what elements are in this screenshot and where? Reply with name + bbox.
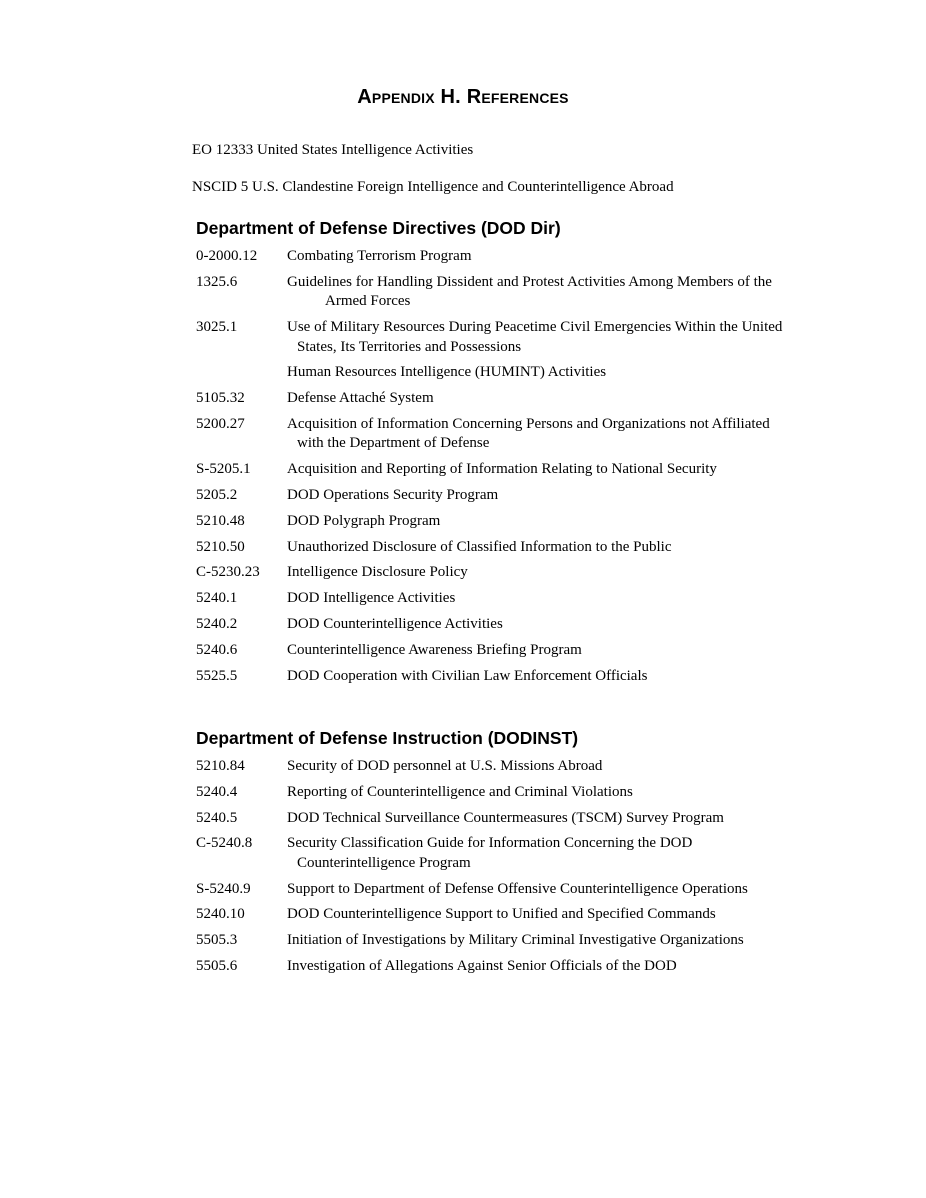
list-item [196, 931, 796, 951]
list-item [196, 415, 796, 454]
reference-code: 5205.2 [196, 487, 238, 504]
reference-title: DOD Operations Security Program [287, 487, 499, 504]
list-item [196, 880, 796, 900]
list-item [196, 389, 796, 409]
reference-code: S-5205.1 [196, 461, 251, 478]
reference-code: 5505.3 [196, 932, 238, 949]
reference-code: 5240.5 [196, 809, 238, 826]
reference-title: Initiation of Investigations by Military Criminal Investigative Organizations [287, 932, 744, 949]
section-heading-dod-directives: Department of Defense Directives (DOD Dir) [196, 218, 561, 238]
reference-title: Counterintelligence Awareness Briefing Program [287, 641, 582, 658]
list-item [196, 538, 796, 558]
list-item [196, 589, 796, 609]
reference-title: DOD Cooperation with Civilian Law Enforcement Officials [287, 667, 648, 684]
list-item [196, 667, 796, 687]
reference-title: Acquisition and Reporting of Information Relating to National Security [287, 461, 717, 478]
reference-code: 5210.50 [196, 538, 245, 555]
reference-code: 0-2000.12 [196, 248, 258, 264]
reference-eo-12333: EO 12333 United States Intelligence Activities [192, 142, 474, 158]
list-item [196, 757, 796, 777]
list-item [196, 834, 796, 873]
list-item [196, 460, 796, 480]
reference-title: Use of Military Resources During Peacetime Civil Emergencies Within the United States, Its Territories and Possessions [287, 319, 783, 355]
list-item [196, 957, 796, 977]
reference-title: DOD Intelligence Activities [287, 590, 456, 607]
reference-code: 5240.4 [196, 783, 238, 800]
reference-title: Acquisition of Information Concerning Persons and Organizations not Affiliated with the Department of Defense [287, 415, 770, 452]
section-heading-dod-instructions: Department of Defense Instruction (DODINST) [196, 728, 579, 748]
reference-title: Combating Terrorism Program [287, 248, 472, 264]
list-item [196, 318, 796, 357]
reference-code: 5525.5 [196, 667, 238, 684]
reference-title: Unauthorized Disclosure of Classified Information to the Public [287, 538, 672, 555]
reference-title: DOD Technical Surveillance Countermeasures (TSCM) Survey Program [287, 809, 724, 826]
reference-code: 5505.6 [196, 958, 238, 975]
reference-title: Support to Department of Defense Offensive Counterintelligence Operations [287, 880, 748, 897]
reference-code: 3025.1 [196, 319, 238, 336]
reference-code: 5240.6 [196, 641, 238, 658]
reference-title: Intelligence Disclosure Policy [287, 564, 468, 581]
reference-code: 5210.84 [196, 758, 245, 774]
reference-title: DOD Counterintelligence Activities [287, 616, 503, 633]
list-item [196, 512, 796, 532]
reference-code: 5105.32 [196, 390, 245, 407]
reference-title: Security Classification Guide for Information Concerning the DOD Counterintelligence Program [287, 835, 693, 871]
list-item [196, 486, 796, 506]
reference-nscid-5: NSCID 5 U.S. Clandestine Foreign Intelligence and Counterintelligence Abroad [192, 179, 674, 195]
reference-title: Reporting of Counterintelligence and Criminal Violations [287, 783, 633, 800]
dod-instructions-list [196, 757, 796, 983]
reference-code: 5240.2 [196, 616, 238, 633]
list-item [196, 783, 796, 803]
dod-directives-list [196, 247, 796, 692]
reference-title: Investigation of Allegations Against Senior Officials of the DOD [287, 958, 677, 975]
reference-title: Human Resources Intelligence (HUMINT) Activities [287, 364, 607, 381]
reference-code: 5210.48 [196, 512, 245, 529]
list-item [196, 905, 796, 925]
reference-title: DOD Counterintelligence Support to Unified and Specified Commands [287, 906, 716, 923]
list-item [196, 809, 796, 829]
reference-title: Guidelines for Handling Dissident and Protest Activities Among Members of the Armed Forces [287, 273, 772, 310]
list-item [196, 247, 796, 267]
reference-code: S-5240.9 [196, 880, 251, 897]
list-item [196, 615, 796, 635]
reference-title: DOD Polygraph Program [287, 512, 441, 529]
reference-title: Defense Attaché System [287, 390, 434, 407]
reference-title: Security of DOD personnel at U.S. Missions Abroad [287, 758, 603, 774]
reference-code: C-5240.8 [196, 835, 253, 852]
reference-code: 5240.1 [196, 590, 238, 607]
list-item [196, 641, 796, 661]
list-item [196, 563, 796, 583]
reference-code: 1325.6 [196, 273, 238, 290]
page-title: Appendix H. References [357, 86, 569, 108]
reference-code: C-5230.23 [196, 564, 260, 581]
reference-code [196, 363, 287, 383]
reference-code: 5240.10 [196, 906, 245, 923]
list-item [196, 273, 796, 312]
reference-code: 5200.27 [196, 415, 245, 432]
list-item [196, 363, 796, 383]
